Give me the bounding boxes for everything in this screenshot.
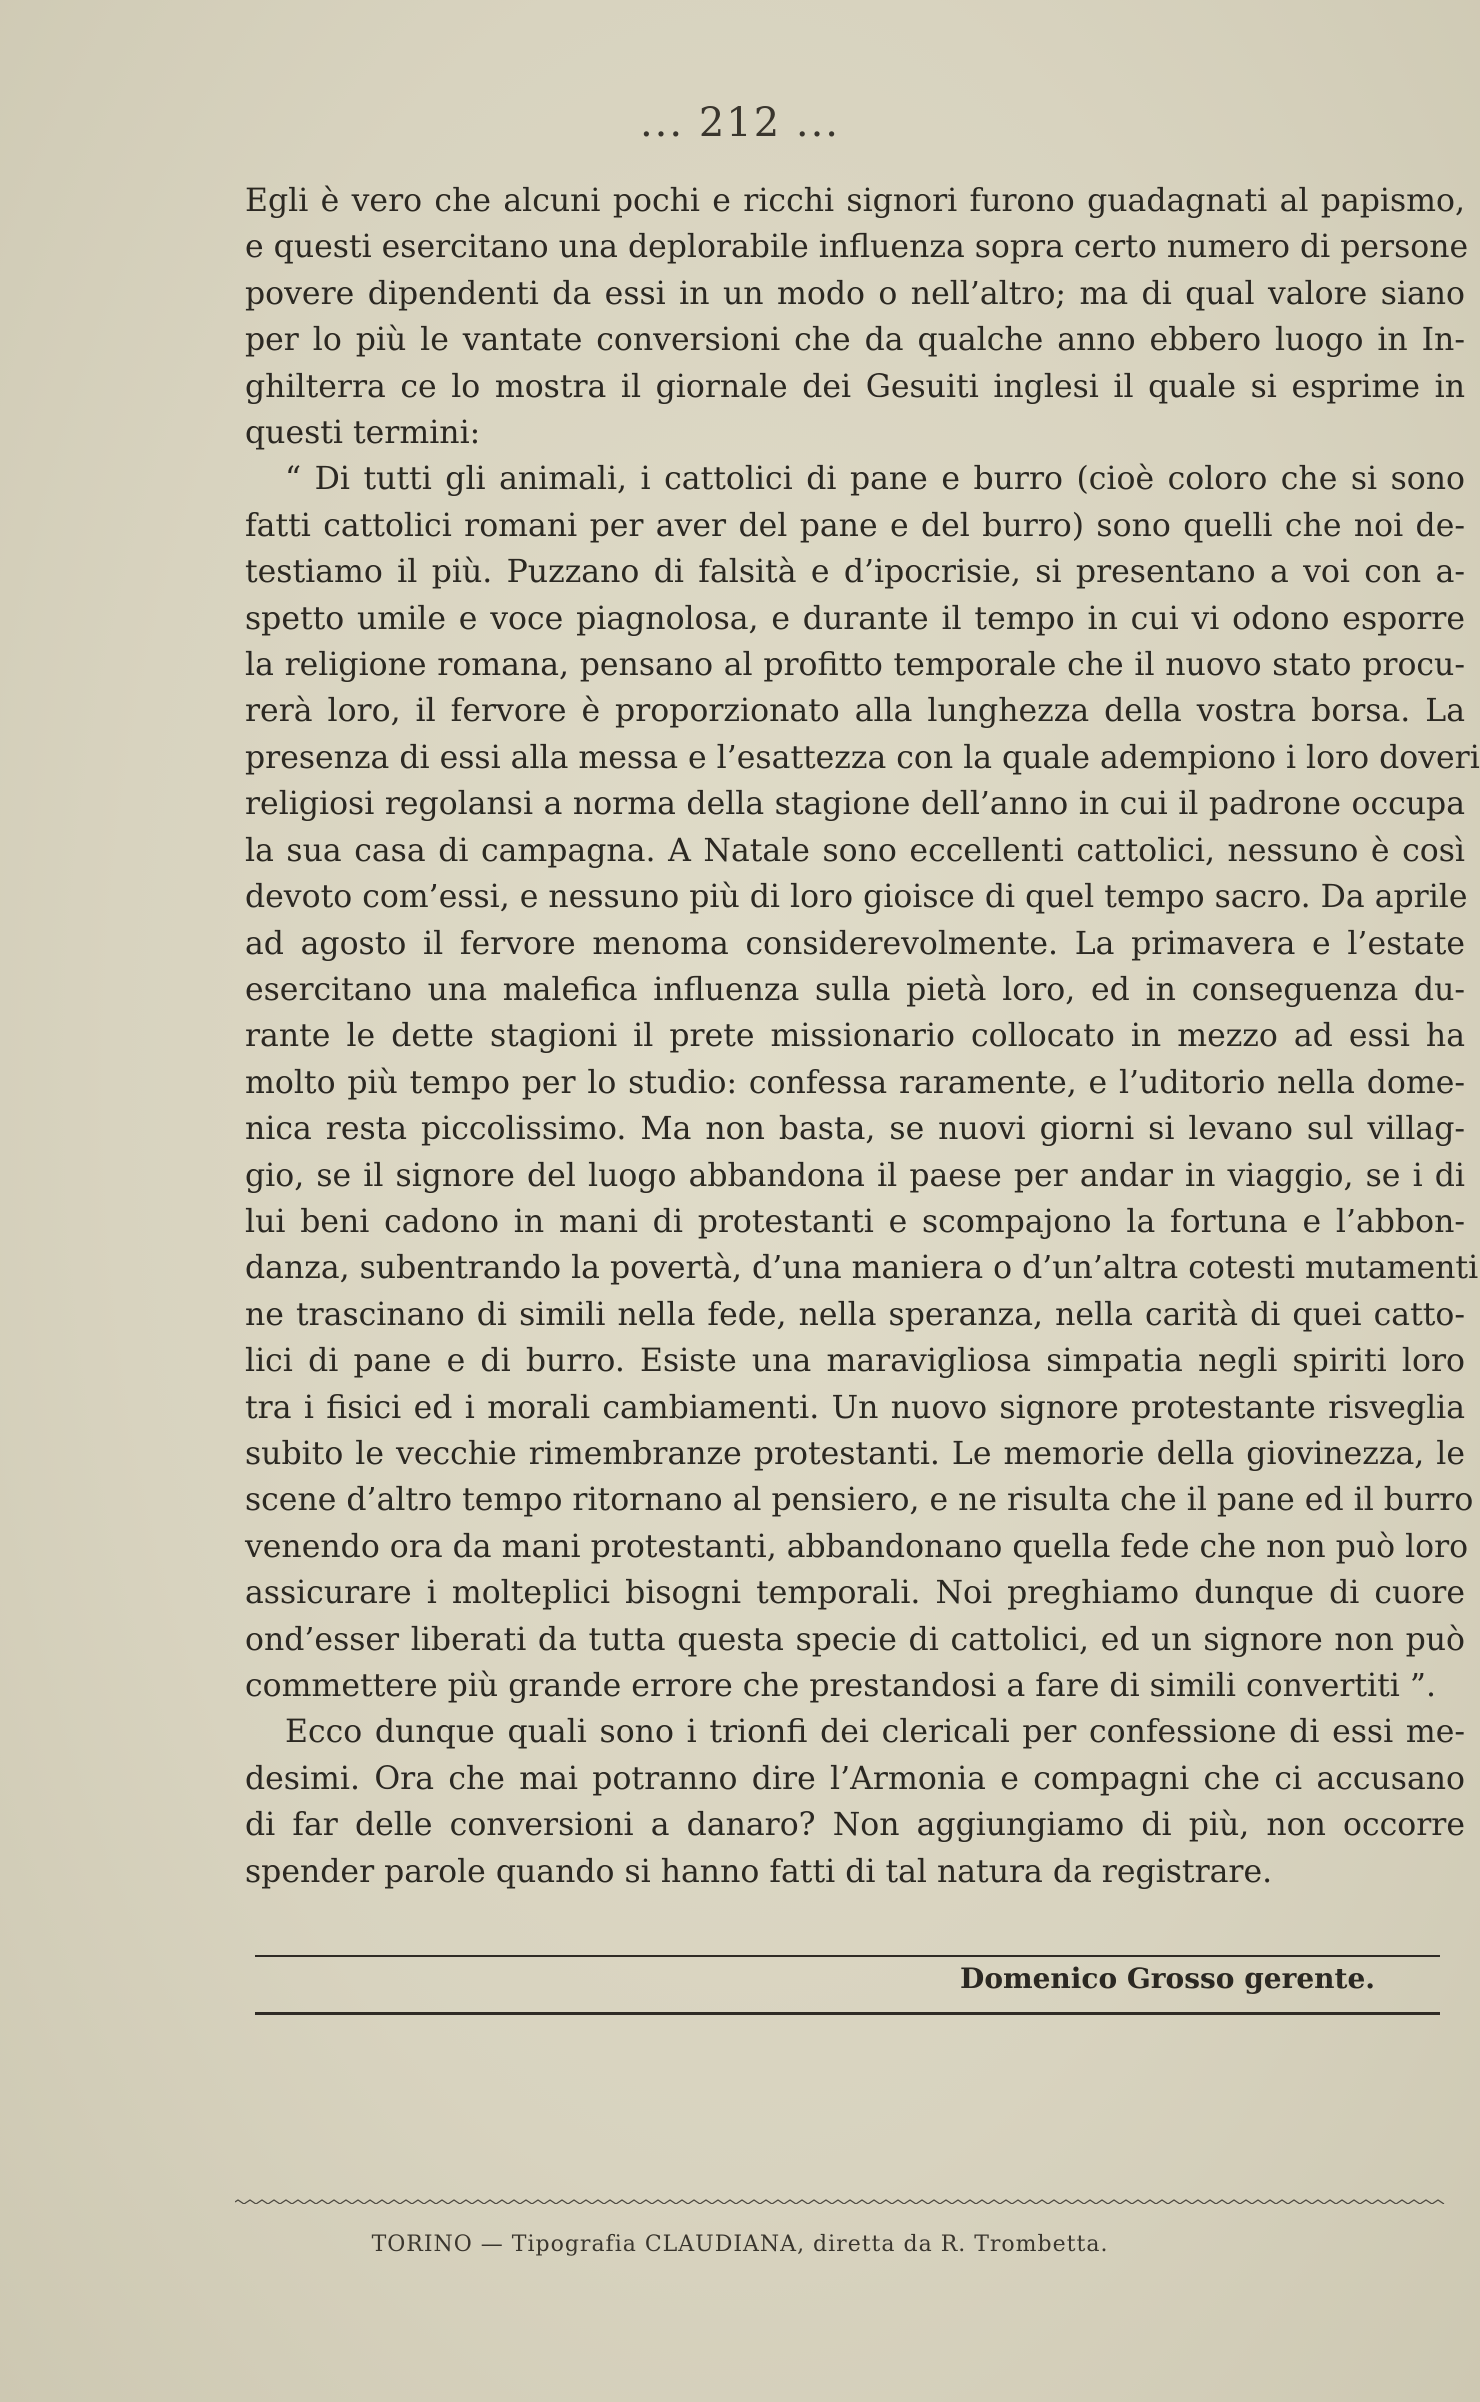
text-line: ghilterra ce lo mostra il giornale dei Gesuiti inglesi il quale si esprime in	[245, 368, 1465, 405]
text-line: nica resta piccolissimo. Ma non basta, se nuovi giorni si levano sul villag-	[245, 1111, 1465, 1148]
signature-rule-top	[255, 1955, 1440, 1957]
text-line: per lo più le vantate conversioni che da qualche anno ebbero luogo in In-	[245, 322, 1465, 359]
text-line: subito le vecchie rimembranze protestanti. Le memorie della giovinezza, le	[245, 1435, 1465, 1472]
text-line: danza, subentrando la povertà, d’una maniera o d’un’altra cotesti mutamenti	[245, 1250, 1479, 1287]
text-line: e questi esercitano una deplorabile influenza sopra certo numero di persone	[245, 229, 1469, 266]
text-line: lici di pane e di burro. Esiste una maravigliosa simpatia negli spiriti loro	[245, 1343, 1465, 1380]
wavy-line-ornament	[235, 2199, 1445, 2204]
text-line: gio, se il signore del luogo abbandona il paese per andar in viaggio, se i di	[245, 1157, 1465, 1194]
paragraph	[245, 178, 1469, 456]
text-line: spetto umile e voce piagnolosa, e durante il tempo in cui vi odono esporre	[245, 600, 1465, 637]
text-line: la religione romana, pensano al profitto temporale che il nuovo stato procu-	[245, 647, 1465, 684]
text-line: “ Di tutti gli animali, i cattolici di pane e burro (cioè coloro che si sono	[285, 461, 1465, 498]
text-line: di far delle conversioni a danaro? Non aggiungiamo di più, non occorre	[245, 1807, 1465, 1844]
text-line: presenza di essi alla messa e l’esattezza con la quale adempiono i loro doveri	[245, 739, 1480, 776]
ornamental-divider	[235, 2198, 1445, 2204]
text-line: rerà loro, il fervore è proporzionato alla lunghezza della vostra borsa. La	[245, 693, 1465, 730]
printer-imprint: TORINO — Tipografia CLAUDIANA, diretta da R. Trombetta.	[371, 2232, 1109, 2257]
signature: Domenico Grosso gerente.	[960, 1962, 1375, 1995]
text-line: venendo ora da mani protestanti, abbandonano quella fede che non può loro	[245, 1528, 1469, 1565]
text-line: devoto com’essi, e nessuno più di loro gioisce di quel tempo sacro. Da aprile	[245, 879, 1468, 916]
text-line: lui beni cadono in mani di protestanti e scompajono la fortuna e l’abbon-	[245, 1203, 1465, 1240]
text-line: ond’esser liberati da tutta questa specie di cattolici, ed un signore non può	[245, 1621, 1465, 1658]
text-line: ad agosto il fervore menoma considerevolmente. La primavera e l’estate	[245, 925, 1465, 962]
text-line: povere dipendenti da essi in un modo o nell’altro; ma di qual valore siano	[245, 275, 1465, 312]
text-line: assicurare i molteplici bisogni temporali. Noi preghiamo dunque di cuore	[245, 1575, 1465, 1612]
text-line: desimi. Ora che mai potranno dire l’Armonia e compagni che ci accusano	[245, 1760, 1465, 1797]
text-line: testiamo il più. Puzzano di falsità e d’ipocrisie, si presentano a voi con a-	[245, 554, 1465, 591]
text-line: Ecco dunque quali sono i trionfi dei clericali per confessione di essi me-	[285, 1714, 1465, 1751]
signature-rule-bottom	[255, 2012, 1440, 2015]
paragraph	[245, 456, 1480, 1709]
text-line: religiosi regolansi a norma della stagione dell’anno in cui il padrone occupa	[245, 786, 1465, 823]
text-line: molto più tempo per lo studio: confessa raramente, e l’uditorio nella dome-	[245, 1064, 1465, 1101]
text-line: commettere più grande errore che prestandosi a fare di simili convertiti ”.	[245, 1668, 1436, 1704]
text-line: scene d’altro tempo ritornano al pensiero, e ne risulta che il pane ed il burro	[245, 1482, 1474, 1519]
text-line: Egli è vero che alcuni pochi e ricchi signori furono guadagnati al papismo,	[245, 183, 1465, 219]
text-line: rante le dette stagioni il prete missionario collocato in mezzo ad essi ha	[245, 1018, 1465, 1055]
text-line: questi termini:	[245, 415, 481, 452]
text-line: fatti cattolici romani per aver del pane e del burro) sono quelli che noi de-	[245, 507, 1465, 544]
text-line: ne trascinano di simili nella fede, nella speranza, nella carità di quei catto-	[245, 1296, 1465, 1333]
text-line: la sua casa di campagna. A Natale sono eccellenti cattolici, nessuno è così	[245, 832, 1465, 869]
text-line: spender parole quando si hanno fatti di tal natura da registrare.	[245, 1853, 1273, 1890]
text-line: esercitano una malefica influenza sulla pietà loro, ed in conseguenza du-	[245, 971, 1465, 1008]
paragraph	[245, 1709, 1465, 1895]
text-line: tra i fisici ed i morali cambiamenti. Un nuovo signore protestante risveglia	[245, 1389, 1465, 1426]
page-number: ... 212 ...	[639, 100, 841, 146]
body-text	[245, 178, 1480, 1895]
